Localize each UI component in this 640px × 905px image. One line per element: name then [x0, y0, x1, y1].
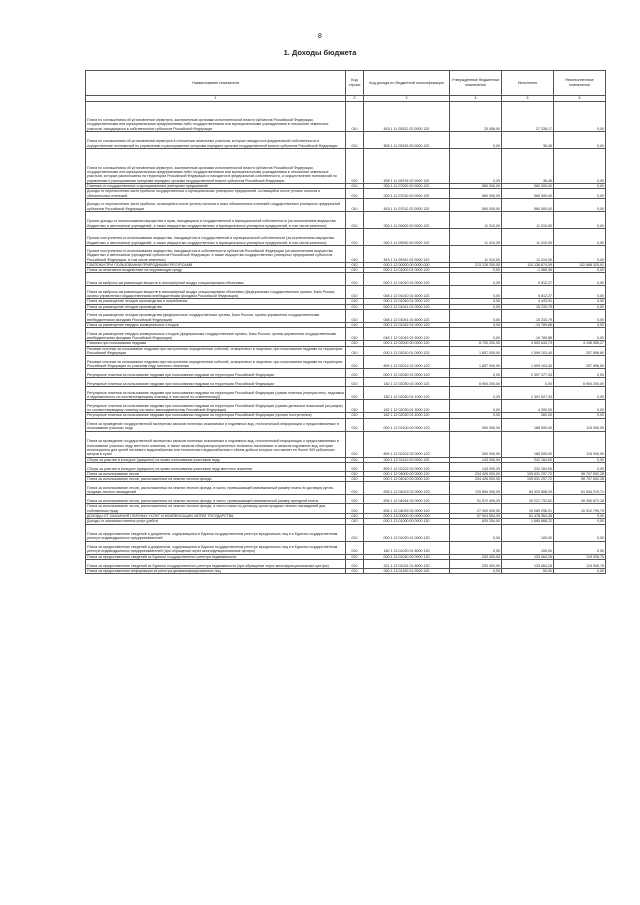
row-kbk-cell: 182 1 12 02030 01 0000 120 [364, 378, 450, 387]
row-name-cell: Доходы от оказания платных услуг (работ) [86, 519, 346, 524]
row-rest-cell: 0,00 [554, 328, 606, 341]
row-kbk-cell: 000 1 13 01190 01 0000 130 [364, 568, 450, 573]
row-plan-cell: 25 456,00 [450, 102, 502, 132]
row-code-cell: 010 [346, 457, 364, 462]
row-fact-cell: 2 391 927,33 [502, 387, 554, 400]
row-name-cell: Плата за предоставление сведений и документов, содержащихся в Едином государственном реестре юридических лиц и в Едином государственном реестре индивидуальных предпринимателей [86, 524, 346, 541]
row-kbk-cell: 000 1 12 01010 01 0000 120 [364, 273, 450, 286]
row-fact-cell: 36,45 [502, 132, 554, 149]
row-code-cell: 010 [346, 519, 364, 524]
row-plan-cell: 125 854 000,00 [450, 482, 502, 495]
row-kbk-cell: 835 1 12 04014 02 0000 120 [364, 495, 450, 504]
row-rest-cell: 0,00 [554, 245, 606, 262]
row-fact-cell: 105 631 297,72 [502, 477, 554, 482]
row-plan-cell: 0,00 [450, 149, 502, 184]
row-kbk-cell: 000 1 12 01000 01 0000 120 [364, 268, 450, 273]
row-kbk-cell: 809 1 12 02102 02 0000 120 [364, 462, 450, 471]
row-kbk-cell: 000 1 12 02000 00 0000 120 [364, 341, 450, 346]
row-fact-cell: 11 310,00 [502, 245, 554, 262]
row-rest-cell: 0,00 [554, 304, 606, 309]
table-row [86, 541, 606, 554]
column-number: 2 [346, 96, 364, 102]
table-row [86, 400, 606, 413]
row-kbk-cell: 835 1 12 04013 02 0000 120 [364, 482, 450, 495]
row-kbk-cell: 835 1 12 04015 02 0000 120 [364, 504, 450, 514]
row-name-cell: Прочие доходы от использования имущества и прав, находящихся в государственной и муниципальной собственности (за исключением имущества бюджетных и автономных учреждений, а также имущества государственных и муниципальных унитарных предприятий, в том числе казенных) [86, 211, 346, 228]
row-code-cell: 010 [346, 400, 364, 413]
row-rest-cell: 0,00 [554, 462, 606, 471]
row-name-cell: Плата за выбросы загрязняющих веществ в атмосферный воздух стационарными объектами (федеральные государственные органы, Банк России, органы управления государственными внебюджетными фондами Российской Федерации) [86, 286, 346, 299]
row-kbk-cell: 815 1 11 07012 02 0000 120 [364, 198, 450, 211]
row-code-cell: 010 [346, 568, 364, 573]
header-cell: Неисполненные назначения [554, 71, 606, 96]
column-number: 6 [554, 96, 606, 102]
table-row [86, 346, 606, 356]
row-name-cell: Разовые платежи за пользование недрами при наступлении определенных событий, оговоренных в лицензии, при пользовании недрами на территории Российской Федерации [86, 346, 346, 356]
row-kbk-cell: 048 1 12 01010 01 6000 120 [364, 286, 450, 299]
row-rest-cell: 0,00 [554, 189, 606, 199]
row-rest-cell: 0,00 [554, 132, 606, 149]
header-cell: Наименование показателя [86, 71, 346, 96]
row-fact-cell: 50,00 [502, 568, 554, 573]
row-plan-cell: 560 000,00 [450, 189, 502, 199]
row-code-cell: 010 [346, 413, 364, 418]
row-plan-cell: 213 126 200,00 [450, 262, 502, 267]
row-code-cell: 010 [346, 198, 364, 211]
row-plan-cell: 0,00 [450, 369, 502, 378]
row-code-cell: 010 [346, 304, 364, 309]
row-name-cell: Регулярные платежи за пользование недрами при пользовании недрами на территории Российской Федерации (прочие поступления) [86, 413, 346, 418]
row-kbk-cell: 000 1 13 01020 01 0000 130 [364, 524, 450, 541]
row-rest-cell: 0,00 [554, 514, 606, 519]
row-kbk-cell: 000 1 12 02100 00 0000 120 [364, 418, 450, 431]
row-rest-cell: 10 912 799,79 [554, 504, 606, 514]
row-kbk-cell: 000 1 12 04010 00 0000 120 [364, 477, 450, 482]
row-rest-cell: 0,00 [554, 211, 606, 228]
row-kbk-cell: 000 1 12 02010 01 0000 120 [364, 346, 450, 356]
row-fact-cell: 5 812,27 [502, 286, 554, 299]
row-plan-cell: 300 000,00 [450, 431, 502, 457]
table-row [86, 211, 606, 228]
table-row [86, 273, 606, 286]
row-plan-cell: 0,00 [450, 132, 502, 149]
row-plan-cell: 0,00 [450, 387, 502, 400]
row-code-cell: 010 [346, 369, 364, 378]
row-plan-cell: 0,00 [450, 304, 502, 309]
row-code-cell: 010 [346, 356, 364, 369]
row-fact-cell: 11 310,00 [502, 211, 554, 228]
row-kbk-cell: 000 1 13 00000 00 0000 000 [364, 514, 450, 519]
row-code-cell: 010 [346, 418, 364, 431]
row-kbk-cell: 000 1 11 09000 00 0000 120 [364, 211, 450, 228]
table-row [86, 482, 606, 495]
row-rest-cell: 61 534 219,71 [554, 482, 606, 495]
table-row [86, 495, 606, 504]
row-name-cell: Плата за размещение отходов производства (федеральные государственные органы, Банк России, органы управления государственными внебюджетными фондами Российской Федерации) [86, 310, 346, 323]
row-plan-cell: 560 000,00 [450, 198, 502, 211]
table-row [86, 378, 606, 387]
row-fact-cell: 560 000,00 [502, 189, 554, 199]
row-name-cell: Плата за использование лесов, расположенных на землях лесного фонда, в части платы по договору купли-продажи лесных насаждений для собственных нужд [86, 504, 346, 514]
row-plan-cell: 830 254,00 [450, 519, 502, 524]
row-name-cell: Плата по соглашениям об установлении сервитута в отношении земельных участков, которые находятся в федеральной собственности и осуществление полномочий по управлению и распоряжению которыми передано органам государственной власти субъектов Российской Федерации [86, 132, 346, 149]
row-plan-cell: 6 900 200,00 [450, 378, 502, 387]
row-code-cell: 010 [346, 482, 364, 495]
row-name-cell: Регулярные платежи за пользование недрами при пользовании недрами на территории Российской Федерации (сумма платежа (перерасчеты, недоимка и задолженность по соответствующему платежу, в том числе по отмененному)) [86, 387, 346, 400]
row-name-cell: Плата за проведение государственной экспертизы запасов полезных ископаемых и подземных вод, геологической информации о предоставляемых в пользование участках недр [86, 418, 346, 431]
row-code-cell: 010 [346, 541, 364, 554]
row-rest-cell: 0,00 [554, 299, 606, 304]
row-name-cell: Плата по соглашениям об установлении сервитута, заключенным органами исполнительной власти субъектов Российской Федерации, государственными или муниципальными предприятиями либо государственными или муниципальными учреждениями в отношении земельных участков, находящихся в собственности субъектов Российской Федерации [86, 102, 346, 132]
row-rest-cell: 119 935,75 [554, 559, 606, 568]
row-fact-cell: 4 503 644,73 [502, 341, 554, 346]
row-fact-cell: -10 789,88 [502, 328, 554, 341]
row-kbk-cell: 000 1 12 02030 01 0000 120 [364, 369, 450, 378]
row-rest-cell: 0,00 [554, 273, 606, 286]
row-kbk-cell: 321 1 13 01031 01 8000 130 [364, 559, 450, 568]
row-plan-cell: 1 857 000,00 [450, 356, 502, 369]
row-name-cell: Доходы от перечисления части прибыли, остающейся после уплаты налогов и иных обязательных платежей государственных унитарных предприятий субъектов Российской Федерации [86, 198, 346, 211]
row-rest-cell: 102 988 325,91 [554, 262, 606, 267]
row-rest-cell: 0,00 [554, 457, 606, 462]
row-plan-cell: 300 000,00 [450, 418, 502, 431]
row-name-cell: Плата за проведение государственной экспертизы запасов полезных ископаемых и подземных вод, геологической информации о предоставляемых в пользование участках недр местного значения, а также запасов общераспространенных полезных ископаемых и запасов подземных вод, которые используются для целей питьевого водоснабжения или технического водоснабжения и объем добычи которых составляет не более 500 кубических метров в сутки [86, 431, 346, 457]
row-fact-cell: 1 685 868,22 [502, 519, 554, 524]
column-number: 1 [86, 96, 346, 102]
row-fact-cell: 232 164,00 [502, 462, 554, 471]
row-fact-cell: 11 310,00 [502, 228, 554, 245]
row-code-cell: 010 [346, 554, 364, 559]
table-row [86, 568, 606, 573]
row-fact-cell: 27 338,17 [502, 102, 554, 132]
row-rest-cell: 115 000,00 [554, 431, 606, 457]
row-rest-cell: 119 935,75 [554, 554, 606, 559]
row-fact-cell: 133 464,25 [502, 559, 554, 568]
row-rest-cell: 98 797 692,28 [554, 471, 606, 476]
row-kbk-cell: 000 1 12 01041 01 0000 120 [364, 304, 450, 309]
row-rest-cell: 0,00 [554, 541, 606, 554]
row-fact-cell: 185 000,00 [502, 431, 554, 457]
row-name-cell: Доходы от перечисления части прибыли государственных и муниципальных унитарных предприятий, остающейся после уплаты налогов и обязательных платежей [86, 189, 346, 199]
row-kbk-cell: 000 1 12 01040 01 0000 120 [364, 299, 450, 304]
row-code-cell: 010 [346, 132, 364, 149]
row-kbk-cell: 000 1 11 09040 00 0000 120 [364, 228, 450, 245]
row-kbk-cell: 182 1 12 02030 01 1000 120 [364, 387, 450, 400]
row-plan-cell: 0,00 [450, 268, 502, 273]
column-number: 4 [450, 96, 502, 102]
table-row [86, 132, 606, 149]
row-name-cell: Плата за использование лесов, расположенных на землях лесного фонда, в части, превышающей минимальный размер арендной платы [86, 495, 346, 504]
row-plan-cell: 253 400,00 [450, 554, 502, 559]
row-fact-cell: 185 000,00 [502, 418, 554, 431]
row-plan-cell: 0,00 [450, 400, 502, 413]
row-code-cell: 010 [346, 262, 364, 267]
row-code-cell: 010 [346, 189, 364, 199]
page-number: 8 [318, 33, 322, 40]
table-row [86, 286, 606, 299]
row-rest-cell: 0,00 [554, 519, 606, 524]
row-code-cell: 010 [346, 286, 364, 299]
row-plan-cell: 51 572 405,00 [450, 495, 502, 504]
table-row [86, 369, 606, 378]
header-cell: Утвержденные бюджетные назначения [450, 71, 502, 96]
row-fact-cell: 1 599 103,40 [502, 356, 554, 369]
table-row [86, 310, 606, 323]
row-rest-cell: 0,00 [554, 286, 606, 299]
row-kbk-cell: 815 1 11 09042 02 0000 120 [364, 245, 450, 262]
row-kbk-cell: 182 1 12 02030 01 4000 120 [364, 413, 450, 418]
row-kbk-cell: 815 1 11 05322 02 0000 120 [364, 102, 450, 132]
row-code-cell: 010 [346, 273, 364, 286]
row-name-cell: Платежи при пользовании недрами [86, 341, 346, 346]
table-row [86, 149, 606, 184]
row-code-cell: 010 [346, 245, 364, 262]
row-plan-cell: 0,00 [450, 273, 502, 286]
table-row [86, 418, 606, 431]
row-code-cell: 010 [346, 514, 364, 519]
row-plan-cell: 0,00 [450, 541, 502, 554]
row-fact-cell: 51 478 564,45 [502, 514, 554, 519]
table-row [86, 245, 606, 262]
row-rest-cell: 0,00 [554, 413, 606, 418]
row-code-cell: 010 [346, 299, 364, 304]
row-kbk-cell: 809 1 12 02012 01 0000 120 [364, 356, 450, 369]
table-header [86, 71, 606, 102]
row-plan-cell: 57 504 554,00 [450, 514, 502, 519]
row-fact-cell: -1 068,35 [502, 268, 554, 273]
row-code-cell: 010 [346, 328, 364, 341]
row-rest-cell: 0,00 [554, 310, 606, 323]
row-code-cell: 010 [346, 431, 364, 457]
table-row [86, 356, 606, 369]
row-fact-cell: 0,00 [502, 378, 554, 387]
row-kbk-cell: 000 1 13 01000 00 0000 130 [364, 519, 450, 524]
row-kbk-cell: 000 1 11 07000 00 0000 120 [364, 184, 450, 189]
row-rest-cell: 4 196 555,27 [554, 341, 606, 346]
row-plan-cell: 143 000,00 [450, 457, 502, 462]
row-rest-cell: 115 000,00 [554, 418, 606, 431]
row-kbk-cell: 835 1 11 05376 02 0000 120 [364, 149, 450, 184]
row-plan-cell: 0,00 [450, 299, 502, 304]
table-row [86, 189, 606, 199]
row-code-cell: 010 [346, 228, 364, 245]
row-rest-cell: 26 350 672,18 [554, 495, 606, 504]
row-code-cell: 010 [346, 471, 364, 476]
table-row [86, 102, 606, 132]
row-code-cell: 010 [346, 310, 364, 323]
row-kbk-cell: 000 1 12 01042 01 0000 120 [364, 323, 450, 328]
row-fact-cell: 2 397 377,33 [502, 369, 554, 378]
row-name-cell: Плата за негативное воздействие на окружающую среду [86, 268, 346, 273]
row-name-cell: Плата по соглашениям об установлении сервитута, заключенным органами исполнительной власти субъектов Российской Федерации, государственными или муниципальными предприятиями либо государственными или муниципальными учреждениями в отношении земельных участков, которые расположены на территории Российской Федерации и находятся в федеральной собственности, и осуществление полномочий по управлению и распоряжению которыми передано органам государственной власти субъектов Российской Федерации [86, 149, 346, 184]
row-name-cell: Плата за использование лесов, расположенных на землях лесного фонда [86, 477, 346, 482]
row-name-cell: Регулярные платежи за пользование недрами при пользовании недрами на территории Российской Федерации [86, 378, 346, 387]
row-kbk-cell: 000 1 12 02110 00 0000 120 [364, 457, 450, 462]
row-code-cell: 010 [346, 462, 364, 471]
row-fact-cell: 560 000,00 [502, 184, 554, 189]
row-plan-cell: 0,00 [450, 328, 502, 341]
table-row [86, 228, 606, 245]
row-plan-cell: 204 426 000,00 [450, 471, 502, 476]
row-kbk-cell: 182 1 12 02030 01 3000 120 [364, 400, 450, 413]
row-name-cell: Сборы за участие в конкурсе (аукционе) на право пользования участками недр местного значения [86, 462, 346, 471]
row-plan-cell: 0,00 [450, 524, 502, 541]
row-name-cell: Плата за предоставление сведений и документов, содержащихся в Едином государственном реестре юридических лиц и в Едином государственном реестре индивидуальных предпринимателей (при обращении через многофункциональные центры) [86, 541, 346, 554]
row-code-cell: 010 [346, 524, 364, 541]
row-plan-cell: 8 700 200,00 [450, 341, 502, 346]
row-plan-cell: 0,00 [450, 323, 502, 328]
row-rest-cell: 0,00 [554, 568, 606, 573]
row-rest-cell: 0,00 [554, 323, 606, 328]
row-name-cell: Плата за размещение твердых коммунальных отходов (федеральные государственные органы, Банк России, органы управления государственными внебюджетными фондами Российской Федерации) [86, 328, 346, 341]
row-fact-cell: 36,45 [502, 149, 554, 184]
row-plan-cell: 11 310,00 [450, 228, 502, 245]
row-name-cell: Регулярные платежи за пользование недрами при пользовании недрами на территории Российской Федерации (суммы денежных взысканий (штрафов) по соответствующему платежу согласно законодательству Российской Федерации) [86, 400, 346, 413]
row-name-cell: Плата за размещение твердых коммунальных отходов [86, 323, 346, 328]
row-name-cell: Прочие поступления от использования имущества, находящегося в государственной и муниципальной собственности (за исключением имущества бюджетных и автономных учреждений, а также имущества государственных и муниципальных унитарных предприятий, в том числе казенных) [86, 228, 346, 245]
row-code-cell: 010 [346, 268, 364, 273]
row-code-cell: 010 [346, 387, 364, 400]
table-row [86, 431, 606, 457]
row-name-cell: Плата за предоставление информации из реестра дисквалифицированных лиц [86, 568, 346, 573]
row-fact-cell: 19 089 296,21 [502, 504, 554, 514]
row-kbk-cell: 000 1 12 04000 00 0000 120 [364, 471, 450, 476]
header-cell: Исполнено [502, 71, 554, 96]
row-rest-cell: 257 896,60 [554, 346, 606, 356]
row-name-cell: Плата за размещение отходов производства и потребления [86, 299, 346, 304]
row-code-cell: 010 [346, 346, 364, 356]
row-fact-cell: 133 464,25 [502, 554, 554, 559]
row-code-cell: 010 [346, 149, 364, 184]
row-rest-cell: 0,00 [554, 387, 606, 400]
row-rest-cell: 98 797 692,28 [554, 477, 606, 482]
row-plan-cell: 204 426 000,00 [450, 477, 502, 482]
row-plan-cell: 253 400,00 [450, 559, 502, 568]
row-rest-cell: 0,00 [554, 102, 606, 132]
row-rest-cell: 0,00 [554, 369, 606, 378]
row-fact-cell: 100,00 [502, 541, 554, 554]
row-name-cell: Прочие поступления от использования имущества, находящегося в собственности субъектов Российской Федерации (за исключением имущества бюджетных и автономных учреждений субъектов Российской Федерации, а также имущества государственных унитарных предприятий субъектов Российской Федерации, в том числе казенных) [86, 245, 346, 262]
row-plan-cell: 11 310,00 [450, 211, 502, 228]
row-name-cell: ДОХОДЫ ОТ ОКАЗАНИЯ ПЛАТНЫХ УСЛУГ И КОМПЕНСАЦИИ ЗАТРАТ ГОСУДАРСТВА [86, 514, 346, 519]
row-rest-cell: 0,00 [554, 198, 606, 211]
row-name-cell: Плата за использование лесов, расположенных на землях лесного фонда, в части, превышающей минимальный размер платы по договору купли-продажи лесных насаждений [86, 482, 346, 495]
row-rest-cell: 0,00 [554, 400, 606, 413]
row-fact-cell: 360,00 [502, 413, 554, 418]
row-name-cell: Разовые платежи за пользование недрами при наступлении определенных событий, оговоренных в лицензии, при пользовании недрами на территории Российской Федерации по участкам недр местного значения [86, 356, 346, 369]
row-plan-cell: 0,00 [450, 568, 502, 573]
row-kbk-cell: 182 1 13 01020 01 8000 130 [364, 541, 450, 554]
table-row [86, 559, 606, 568]
row-fact-cell: -10 789,88 [502, 323, 554, 328]
row-name-cell: Регулярные платежи за пользование недрами при пользовании недрами на территории Российской Федерации [86, 369, 346, 378]
row-kbk-cell: 048 1 12 01041 01 6000 120 [364, 310, 450, 323]
table-row [86, 462, 606, 471]
row-fact-cell: 15 233,79 [502, 310, 554, 323]
row-code-cell: 010 [346, 504, 364, 514]
row-code-cell: 010 [346, 341, 364, 346]
row-kbk-cell: 000 1 12 00000 00 0000 000 [364, 262, 450, 267]
row-fact-cell: 25 221 732,82 [502, 495, 554, 504]
header-cell: Код дохода по бюджетной классификации [364, 71, 450, 96]
row-rest-cell: 0,00 [554, 268, 606, 273]
row-fact-cell: 4 200,00 [502, 400, 554, 413]
row-code-cell: 010 [346, 323, 364, 328]
row-plan-cell: 0,00 [450, 286, 502, 299]
row-code-cell: 010 [346, 559, 364, 568]
column-number: 5 [502, 96, 554, 102]
row-code-cell: 010 [346, 184, 364, 189]
row-code-cell: 010 [346, 495, 364, 504]
row-kbk-cell: 809 1 12 02102 02 0000 120 [364, 431, 450, 457]
row-rest-cell: 0,00 [554, 524, 606, 541]
row-plan-cell: 560 000,00 [450, 184, 502, 189]
row-kbk-cell: 809 1 11 05333 00 0000 120 [364, 132, 450, 149]
row-fact-cell: 84 320 568,29 [502, 482, 554, 495]
row-fact-cell: 232 164,00 [502, 457, 554, 462]
row-name-cell: Плата за использование лесов [86, 471, 346, 476]
row-fact-cell: 560 000,00 [502, 198, 554, 211]
row-name-cell: Плата за предоставление сведений из Единого государственного реестра недвижимости (при обращении через многофункциональные центры) [86, 559, 346, 568]
row-code-cell: 010 [346, 102, 364, 132]
row-rest-cell: 6 900 200,00 [554, 378, 606, 387]
row-name-cell: Платежи от государственных и муниципальных унитарных предприятий [86, 184, 346, 189]
row-rest-cell: 0,00 [554, 184, 606, 189]
page-title: 1. Доходы бюджета [283, 48, 357, 57]
row-kbk-cell: 048 1 12 01042 01 6000 120 [364, 328, 450, 341]
revenue-table [85, 70, 606, 574]
table-row [86, 504, 606, 514]
row-name-cell: Плата за предоставление сведений из Единого государственного реестра недвижимости [86, 554, 346, 559]
row-rest-cell: 0,00 [554, 228, 606, 245]
row-code-cell: 010 [346, 477, 364, 482]
row-fact-cell: 100,00 [502, 524, 554, 541]
row-plan-cell: 0,00 [450, 310, 502, 323]
row-plan-cell: 1 857 000,00 [450, 346, 502, 356]
row-plan-cell: 0,00 [450, 413, 502, 418]
row-fact-cell: 4 443,91 [502, 299, 554, 304]
table-body [86, 102, 606, 574]
row-name-cell: ПЛАТЕЖИ ПРИ ПОЛЬЗОВАНИИ ПРИРОДНЫМИ РЕСУРСАМИ [86, 262, 346, 267]
row-plan-cell: 27 000 000,00 [450, 504, 502, 514]
row-plan-cell: 11 310,00 [450, 245, 502, 262]
row-fact-cell: 15 233,79 [502, 304, 554, 309]
row-fact-cell: 110 138 874,09 [502, 262, 554, 267]
row-rest-cell: 0,00 [554, 149, 606, 184]
row-fact-cell: 5 812,27 [502, 273, 554, 286]
table-row [86, 328, 606, 341]
column-number: 3 [364, 96, 450, 102]
row-plan-cell: 143 000,00 [450, 462, 502, 471]
row-kbk-cell: 000 1 11 07010 00 0000 120 [364, 189, 450, 199]
row-name-cell: Плата за размещение отходов производства [86, 304, 346, 309]
table-row [86, 387, 606, 400]
row-kbk-cell: 000 1 13 01030 00 0000 130 [364, 554, 450, 559]
row-name-cell: Плата за выбросы загрязняющих веществ в атмосферный воздух стационарными объектами [86, 273, 346, 286]
row-fact-cell: 1 599 103,40 [502, 346, 554, 356]
row-rest-cell: 257 896,60 [554, 356, 606, 369]
header-cell: Код строки [346, 71, 364, 96]
row-code-cell: 010 [346, 211, 364, 228]
row-name-cell: Сборы за участие в конкурсе (аукционе) на право пользования участками недр [86, 457, 346, 462]
row-code-cell: 010 [346, 378, 364, 387]
table-row [86, 198, 606, 211]
table-row [86, 524, 606, 541]
row-fact-cell: 105 631 297,72 [502, 471, 554, 476]
